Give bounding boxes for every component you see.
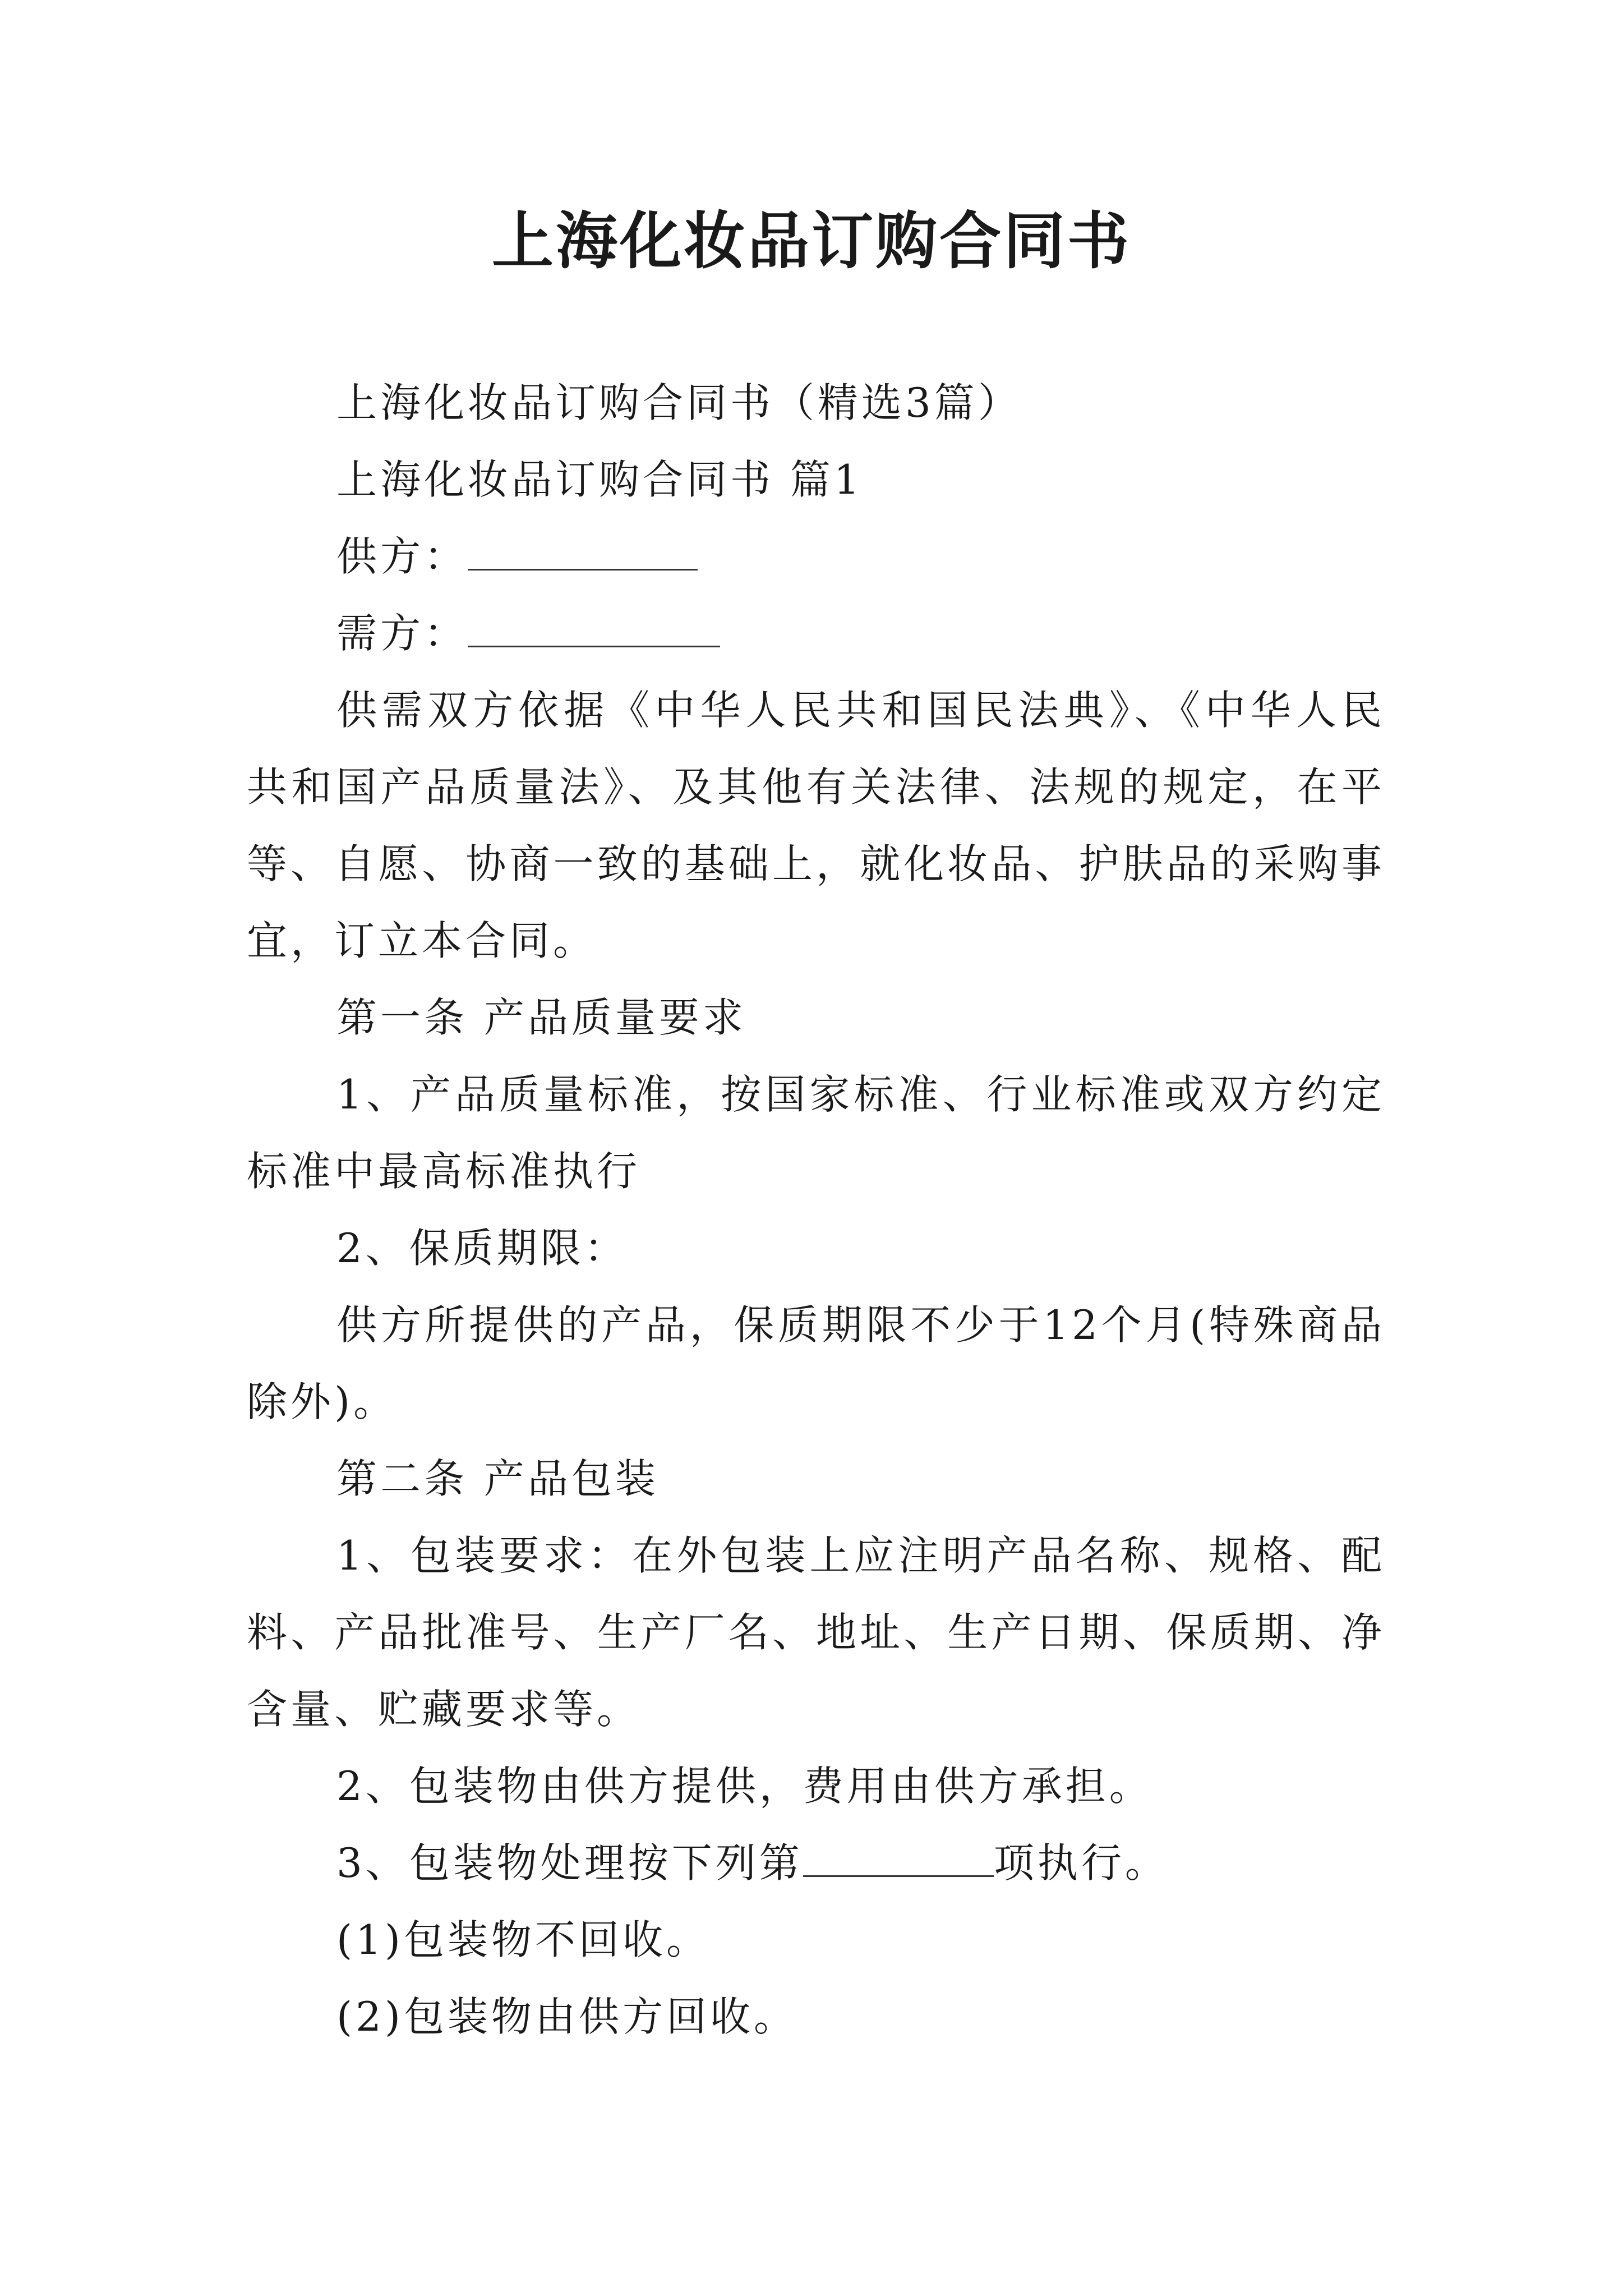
article2-item3-before: 3、包装物处理按下列第 xyxy=(336,1839,803,1887)
article2-heading: 第二条 产品包装 xyxy=(336,1455,659,1502)
article1-item2: 2、保质期限： xyxy=(336,1225,628,1272)
supplier-label: 供方： xyxy=(336,533,468,580)
article2-option2: (2)包装物由供方回收。 xyxy=(336,1993,797,2040)
document-subtitle: 上海化妆品订购合同书（精选3篇） xyxy=(336,379,1022,426)
section-heading: 上海化妆品订购合同书 篇1 xyxy=(336,456,863,503)
article2-option1: (1)包装物不回收。 xyxy=(336,1916,710,1963)
intro-paragraph: 供需双方依据《中华人民共和国民法典》、《中华人民共和国产品质量法》、及其他有关法律、法规的规定，在平等、自愿、协商一致的基础上，就化妆品、护肤品的采购事宜，订立本合同。 xyxy=(247,687,1385,964)
buyer-blank xyxy=(468,606,720,647)
buyer-line xyxy=(247,595,1385,672)
article2-item3 xyxy=(247,1825,1385,1902)
document-body xyxy=(247,365,1385,2055)
article1-heading: 第一条 产品质量要求 xyxy=(336,994,746,1041)
buyer-label: 需方： xyxy=(336,610,468,657)
article1-item2-detail: 供方所提供的产品，保质期限不少于12个月(特殊商品除外)。 xyxy=(247,1301,1385,1425)
article2-item3-blank xyxy=(803,1836,994,1877)
document-title: 上海化妆品订购合同书 xyxy=(492,205,1131,277)
article2-item1: 1、包装要求：在外包装上应注明产品名称、规格、配料、产品批准号、生产厂名、地址、生产日期、保质期、净含量、贮藏要求等。 xyxy=(247,1532,1385,1733)
article1-item1: 1、产品质量标准，按国家标准、行业标准或双方约定标准中最高标准执行 xyxy=(247,1071,1385,1195)
supplier-line xyxy=(247,518,1385,595)
supplier-blank xyxy=(468,530,698,570)
article2-item2: 2、包装物由供方提供，费用由供方承担。 xyxy=(336,1763,1153,1810)
article2-item3-after: 项执行。 xyxy=(993,1839,1169,1887)
